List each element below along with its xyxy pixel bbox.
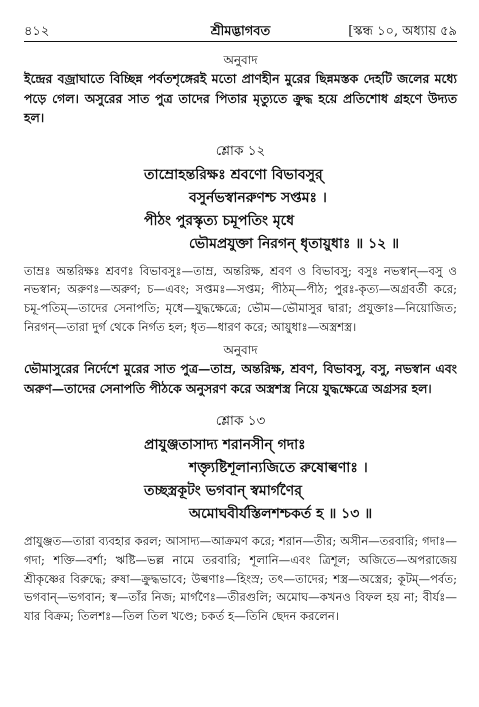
page-number: ৪১২ — [24, 24, 50, 39]
running-header — [24, 22, 457, 38]
verse-12-heading: শ্লোক ১২ — [215, 142, 266, 159]
verse-13-line-1: প্রাযুঞ্জতাসাদ্য শরানসীন্ গদাঃ — [144, 437, 306, 454]
verse-13-line-4: অমোঘবীর্যস্তিলশশ্চকর্ত হ ॥ ১৩ ॥ — [189, 506, 373, 523]
verse-13-line-3: তচ্ছস্ত্রকূটং ভগবান্ স্বমার্গণৈর্ — [144, 483, 302, 500]
translation-paragraph-1: ইন্দ্রের বজ্রাঘাতে বিচ্ছিন্ন পর্বতশৃঙ্গেরই মতো প্রাণহীন মুরের ছিন্নমস্তক দেহটি জলের মধ্যে পড়ে গেল। অসুরের সাত পুত্র তাদের পিতার মৃত্যুতে ক্রুদ্ধ হয়ে প্রতিশোধ গ্রহণে উদ্যত হল। — [24, 71, 457, 125]
header-rule — [24, 41, 457, 42]
verse-12-line-2: বসুর্নভস্বানরুণশ্চ সপ্তমঃ । — [189, 189, 327, 206]
page-content — [24, 52, 457, 626]
verse-13-heading: শ্লোক ১৩ — [215, 413, 266, 430]
verse-13-line-2: শক্ত্যৃষ্টিশূলান্যজিতে রুষোল্বণাঃ । — [189, 460, 368, 477]
verse-12-line-3: পীঠং পুরস্কৃত্য চমূপতিং মৃধে — [144, 212, 295, 229]
book-title: শ্রীমদ্ভাগবত — [210, 24, 271, 39]
translation-label-1: অনুবাদ — [223, 53, 258, 67]
translation-paragraph-2: ভৌমাসুরের নির্দেশে মুরের সাত পুত্র—তাম্র, অন্তরিক্ষ, শ্রবণ, বিভাবসু, বসু, নভস্বান এবং অরুণ—তাদের সেনাপতি পীঠকে অনুসরণ করে অস্ত্রশস্ত্র নিয়ে যুদ্ধক্ষেত্রে অগ্রসর হল। — [24, 361, 457, 396]
translation-label-2: অনুবাদ — [223, 343, 258, 358]
verse-12-line-1: তাম্রোহন্তরিক্ষঃ শ্রবণো বিভাবসুর্ — [144, 166, 323, 183]
verse-12-line-4: ভৌমপ্রযুক্তা নিরগন্ ধৃতায়ুধাঃ ॥ ১২ ॥ — [189, 235, 400, 252]
chapter-reference: [স্কন্ধ ১০, অধ্যায় ৫৯ — [348, 24, 457, 39]
synonyms-13: প্রাযুঞ্জত—তারা ব্যবহার করল; আসাদ্য—আক্রমণ করে; শরান—তীর; অসীন—তরবারি; গদাঃ—গদা; শক্তি—বর্শা; ঋষ্টি—ভল্ল নামে তরবারি; শূলানি—এবং ত্রিশূল; অজিতে—অপরাজেয় শ্রীকৃষ্ণের বিরুদ্ধে; রুষা—ক্রুদ্ধভাবে; উল্বণাঃ—হিংস্র; তৎ—তাদের; শস্ত্র—অস্ত্রের; কূটম্—পর্বত; ভগবান্—ভগবান; স্ব—তাঁর নিজ; মার্গণৈঃ—তীরগুলি; অমোঘ—কখনও বিফল হয় না; বীর্যঃ—যার বিক্রম; তিলশঃ—তিল তিল খণ্ডে; চকর্ত হ—তিনি ছেদন করলেন। — [24, 534, 457, 624]
synonyms-12: তাম্রঃ অন্তরিক্ষঃ শ্রবণঃ বিভাবসুঃ—তাম্র, অন্তরিক্ষ, শ্রবণ ও বিভাবসু; বসুঃ নভস্বান্—বসু ও নভস্বান; অরুণঃ—অরুণ; চ—এবং; সপ্তমঃ—সপ্তম; পীঠম্—পীঠ; পুরঃ-কৃত্য—অগ্রবর্তী করে; চমূ-পতিম্—তাদের সেনাপতি; মৃধে—যুদ্ধক্ষেত্রে; ভৌম—ভৌমাসুর দ্বারা; প্রযুক্তাঃ—নিয়োজিত; নিরগন্—তারা দুর্গ থেকে নির্গত হল; ধৃত—ধারণ করে; আয়ুধাঃ—অস্ত্রশস্ত্র। — [24, 263, 457, 334]
